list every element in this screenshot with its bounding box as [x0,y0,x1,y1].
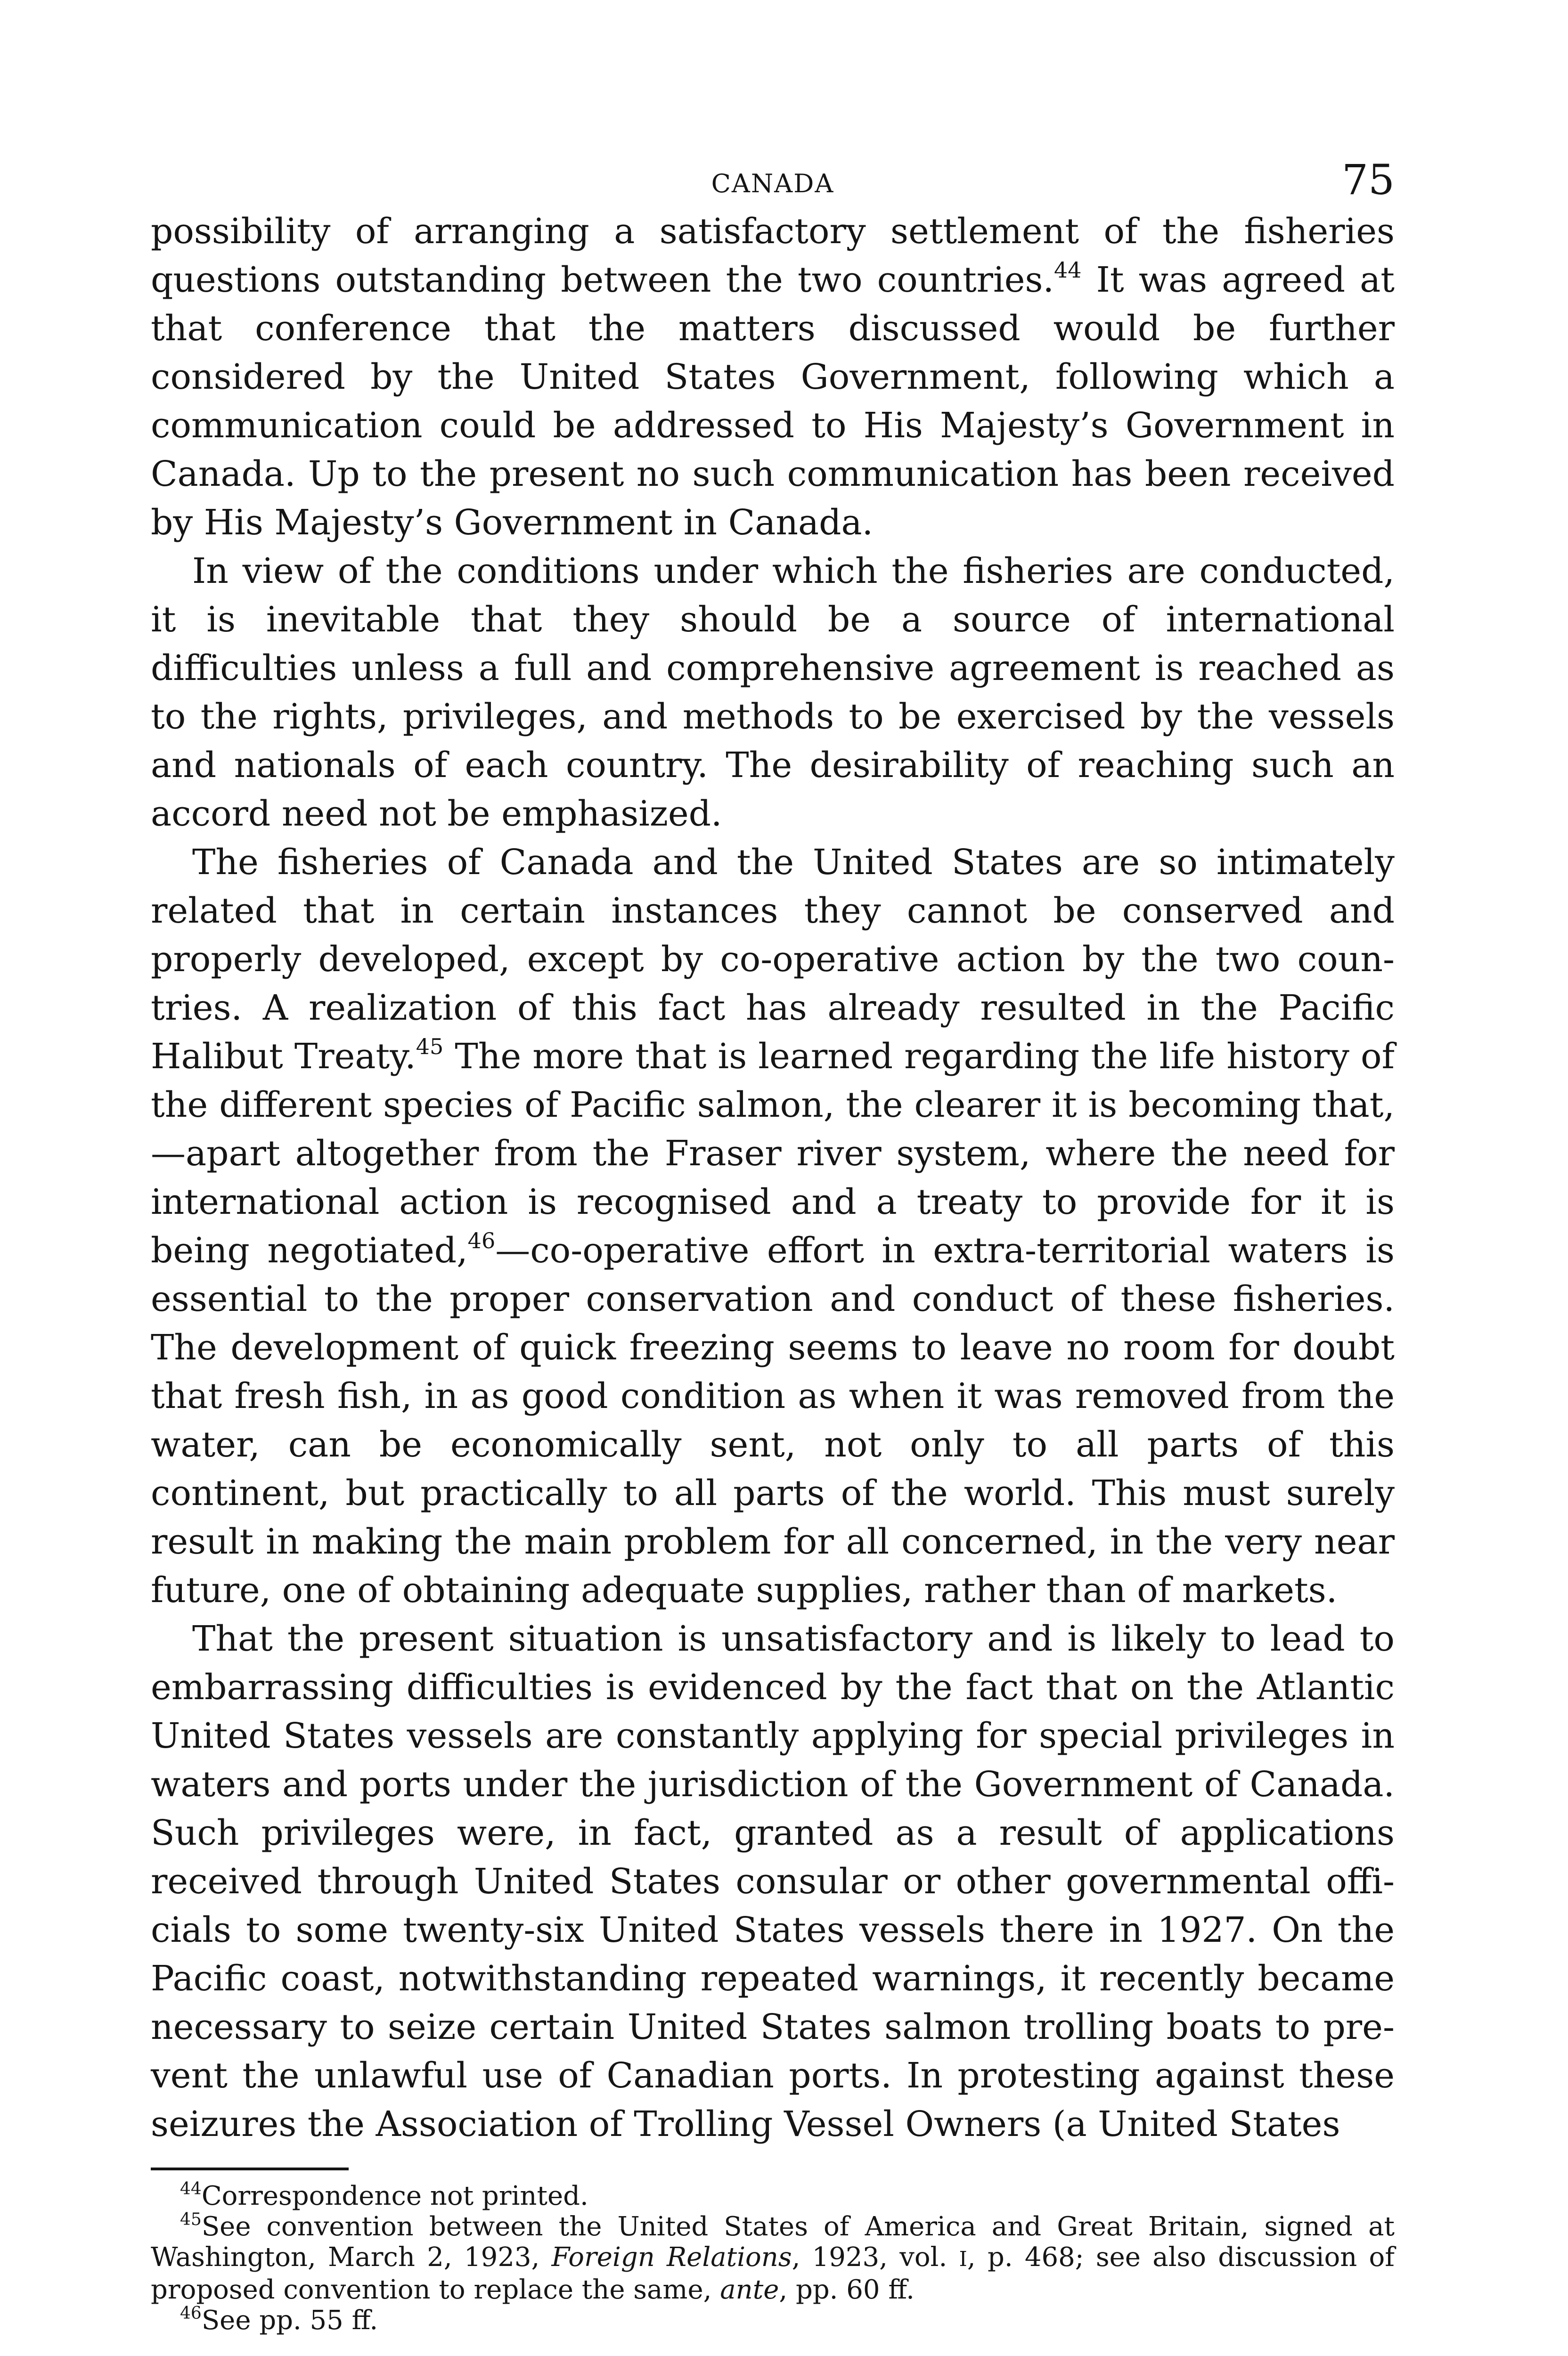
footnote-44 [151,2181,1395,2211]
footnote-ref-45: 45 [416,1034,444,1059]
footnote-marker-44: 44 [180,2179,202,2199]
running-title: CANADA [711,169,834,198]
paragraph-1 [151,207,1395,547]
footnote-45-text-d: , pp. 60 ff. [779,2274,915,2305]
footnote-rule [151,2168,349,2170]
paragraph-3-text-b: The more that is learned regarding the life history of the different species of Pacific salmon, the clearer it is becoming that,—apart altogether from the Fraser river system, where the need for international action is recognised and a treaty to provide for it is being negotiated, [151,1036,1395,1271]
body-text [151,207,1395,2149]
footnote-44-text: Correspondence not printed. [201,2181,588,2211]
footnote-45-text-a: See convention between the United States of America and Great Britain, signed at Washington, March 2, 1923, [151,2211,1395,2273]
footnote-45-text-b: , 1923, vol. [792,2242,959,2273]
footnote-45-text-c: , p. 468; see also discussion of proposed convention to replace the same, [151,2242,1395,2305]
footnote-45-italic-ante: ante [720,2274,779,2305]
footnote-marker-45: 45 [180,2210,202,2229]
paragraph-3-text-c: —co-operative effort in extra-territorial waters is essential to the proper conservation and conduct of these fisheries. The development of quick freezing seems to leave no room for doubt that fresh fish, in as good condition as when it was removed from the water, can be economically sent, not only to all parts of this continent, but practically to all parts of the world. This must surely result in making the main problem for all concerned, in the very near future, one of obtaining adequate supplies, rather than of markets. [151,1230,1395,1611]
footnote-ref-44: 44 [1054,257,1082,283]
document-page [151,155,1395,2336]
footnote-46-text: See pp. 55 ff. [201,2305,378,2336]
paragraph-1-text-b: It was agreed at that conference that the matters discussed would be further considered by the United States Government, following which a communication could be addressed to His Majesty’s Government in Canada. Up to the present no such communication has been received by His Majesty’s Government in Canada. [151,260,1395,543]
page-number: 75 [1342,155,1395,204]
paragraph-3 [151,838,1395,1615]
footnote-45-volume: I [959,2247,967,2271]
footnote-45 [151,2211,1395,2305]
footnote-ref-46: 46 [467,1228,496,1253]
footnote-46 [151,2305,1395,2336]
paragraph-1-text-a: possibility of arranging a satisfactory settlement of the fisheries questions outstanding between the two countries. [151,211,1395,300]
footnotes [151,2181,1395,2336]
paragraph-4: That the present situation is unsatisfactory and is likely to lead to embarrassing difficulties is evidenced by the fact that on the Atlantic United States vessels are constantly applying for special privileges in waters and ports under the jurisdiction of the Government of Canada. Such privileges were, in fact, granted as a result of applications received through United States consular or other governmental officials to some twenty-six United States vessels there in 1927. On the Pacific coast, notwithstanding repeated warnings, it recently became necessary to seize certain United States salmon trolling boats to prevent the unlawful use of Canadian ports. In protesting against these seizures the Association of Trolling Vessel Owners (a United States [151,1619,1395,2144]
paragraph-2: In view of the conditions under which the fisheries are conducted, it is inevitable that they should be a source of international difficulties unless a full and comprehensive agreement is reached as to the rights, privileges, and methods to be exercised by the vessels and nationals of each country. The desirability of reaching such an accord need not be emphasized. [151,551,1395,834]
footnote-marker-46: 46 [180,2304,202,2323]
footnote-45-italic-title: Foreign Relations [551,2242,792,2273]
paragraph-3-text-a: The fisheries of Canada and the United States are so intimately related that in certain instances they cannot be conserved and properly developed, except by co-operative action by the two countries. A realization of this fact has already resulted in the Pacific Halibut Treaty. [151,842,1395,1077]
running-head [151,155,1395,207]
